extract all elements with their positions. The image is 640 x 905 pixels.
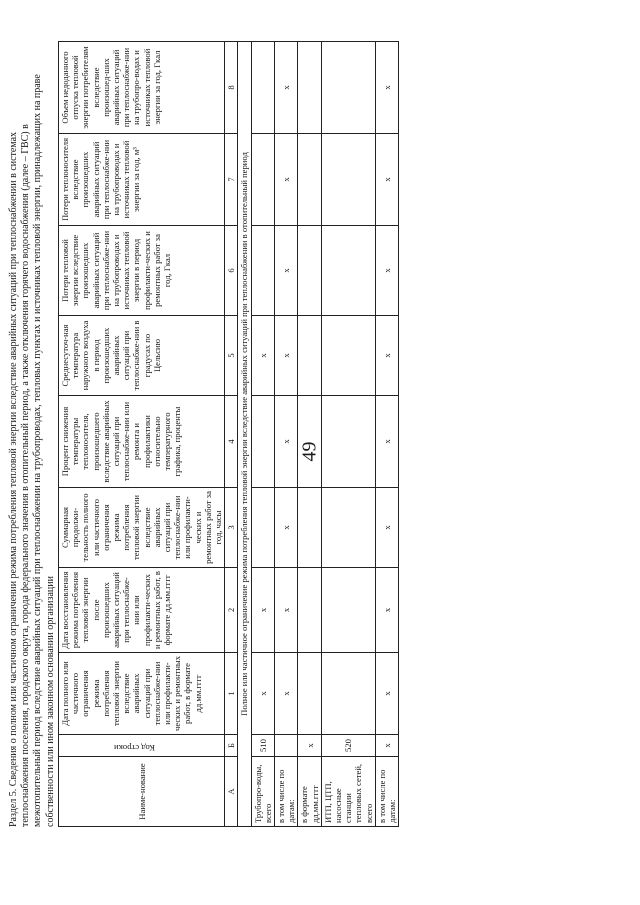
- table-cell: х: [375, 653, 398, 735]
- row-name: в том числе по датам:: [375, 757, 398, 827]
- row-code: [275, 735, 298, 757]
- header-col-6: Потери тепловой энергии вследствие произошедших аварийных ситуаций при теплоснабже-нии на трубопроводах и источниках тепловой энергии в период профилакти-ческих и ремонтных работ за год, Гкал: [59, 226, 225, 316]
- table-cell: [321, 134, 375, 226]
- table-cell: х: [275, 396, 298, 488]
- col-number: 5: [225, 316, 238, 396]
- table-cell: х: [275, 653, 298, 735]
- table-cell: х: [375, 226, 398, 316]
- table-cell: х: [251, 568, 274, 653]
- col-number: 7: [225, 134, 238, 226]
- section-heading: [8, 47, 57, 827]
- table-cell: [321, 42, 375, 134]
- header-code: [59, 735, 225, 757]
- table-cell: [251, 134, 274, 226]
- header-col-5: Среднесуточ-ная температура наружного воздуха в период произошедших аварийных ситуаций при теплоснабже-нии в градусах по Цельсию: [59, 316, 225, 396]
- table-cell: [321, 568, 375, 653]
- table-cell: [298, 653, 321, 735]
- table-cell: [321, 316, 375, 396]
- row-name: в том числе по датам:: [275, 757, 298, 827]
- table-row: [375, 42, 398, 827]
- table-cell: [251, 396, 274, 488]
- table-cell: [298, 396, 321, 488]
- col-number: 1: [225, 653, 238, 735]
- header-col-4: Процент снижения температуры теплоносителя, произошедшего вследствие аварийных ситуаций при теплоснабже-нии или ремонта и профилактики относительно температурного графика, проценты: [59, 396, 225, 488]
- table-cell: [321, 396, 375, 488]
- table-cell: х: [275, 316, 298, 396]
- table-cell: [298, 134, 321, 226]
- table-cell: [298, 226, 321, 316]
- table-cell: х: [375, 396, 398, 488]
- table-cell: [298, 568, 321, 653]
- col-number: Б: [225, 735, 238, 757]
- table-cell: х: [275, 568, 298, 653]
- section-row: [238, 42, 251, 827]
- table-row: [321, 42, 375, 827]
- table-cell: [251, 226, 274, 316]
- table-cell: [251, 488, 274, 568]
- header-name: Наиме-нование: [59, 757, 225, 827]
- header-col-7: Потери теплоносителя вследствие произошедших аварийных ситуаций при теплоснабже-нии на трубопроводах и источниках тепловой энергии за год, м³: [59, 134, 225, 226]
- page-number: 49: [298, 441, 321, 462]
- heading-line: собственности или ином законном основании организации: [44, 576, 56, 827]
- table-cell: х: [275, 134, 298, 226]
- table-cell: х: [375, 568, 398, 653]
- header-col-3: Суммарная продолжи-тельность полного или частичного ограничения режима потребления тепловой энергии вследствие аварийных ситуаций при теплоснабже-нии или профилакти-ческих и ремонтных работ за год, часы: [59, 488, 225, 568]
- table-cell: [251, 42, 274, 134]
- table-cell: х: [375, 134, 398, 226]
- column-number-row: [225, 42, 238, 827]
- table-cell: х: [375, 488, 398, 568]
- section-title: Полное или частичное ограничение режима потребления тепловой энергии вследствие аварийных ситуаций при теплоснабжении в отопительный период: [238, 42, 251, 827]
- header-code-text: Код строки: [114, 743, 156, 753]
- table-cell: х: [275, 42, 298, 134]
- data-table: [58, 41, 399, 827]
- row-name: Трубопро-воды, всего: [251, 757, 274, 827]
- row-name: ИТП, ЦТП, насосные станции тепловых сетей, всего: [321, 757, 375, 827]
- table-cell: [321, 653, 375, 735]
- col-number: 3: [225, 488, 238, 568]
- row-code: х: [298, 735, 321, 757]
- header-col-8: Объем недоданного отпуска тепловой энергии потребителям вследствие произошед-ших аварийных ситуаций при теплоснабже-нии на трубопро-водах и источниках тепловой энергии за год, Гкал: [59, 42, 225, 134]
- table-cell: [321, 226, 375, 316]
- table-row: [275, 42, 298, 827]
- heading-line: Раздел 5. Сведения о полном или частичном ограничении режима потребления тепловой энергии вследствие аварийных ситуаций при теплоснабжении в системах: [8, 131, 19, 827]
- table-row: [251, 42, 274, 827]
- row-name: в формате дд.мм.гггг: [298, 757, 321, 827]
- row-code: 520: [321, 735, 375, 757]
- col-number: А: [225, 757, 238, 827]
- table-cell: х: [375, 316, 398, 396]
- table-cell: х: [375, 42, 398, 134]
- table-cell: х: [275, 226, 298, 316]
- table-cell: [298, 488, 321, 568]
- row-code: 510: [251, 735, 274, 757]
- header-col-2: Дата восстановления режима потребления тепловой энергии после произошедших аварийных ситуаций при теплоснабже-нии или профилакти-ческих и ремонтных работ, в формате дд.мм.гггг: [59, 568, 225, 653]
- header-col-1: Дата полного или частичного ограничения режима потребления тепловой энергии вследствие аварийных ситуаций при теплоснабже-нии или профилакти-ческих и ремонтных работ, в формате дд.мм.гггг: [59, 653, 225, 735]
- col-number: 8: [225, 42, 238, 134]
- table-cell: х: [251, 316, 274, 396]
- row-code: х: [375, 735, 398, 757]
- col-number: 6: [225, 226, 238, 316]
- col-number: 4: [225, 396, 238, 488]
- table-cell: [298, 42, 321, 134]
- table-cell: [321, 488, 375, 568]
- table-cell: х: [251, 653, 274, 735]
- heading-line: теплоснабжения поселения, городского округа, города федерального значения в отопительный период, а также отключения горячего водоснабжения (далее – ГВС) в: [20, 124, 32, 827]
- table-cell: х: [275, 488, 298, 568]
- heading-line: межотопительный период вследствие аварийных ситуаций при теплоснабжении на трубопроводах, тепловых пунктах и источниках тепловой энергии, принадлежащих на праве: [32, 74, 44, 827]
- header-row: [59, 42, 225, 827]
- col-number: 2: [225, 568, 238, 653]
- table-cell: [298, 316, 321, 396]
- table-row: [298, 42, 321, 827]
